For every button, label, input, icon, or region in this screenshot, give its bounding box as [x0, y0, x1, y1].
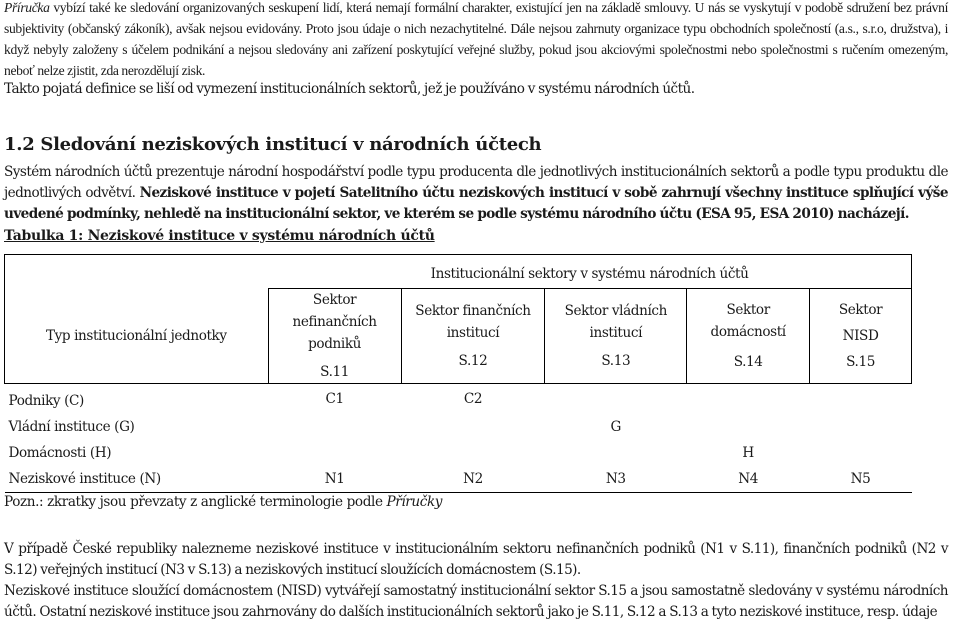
column-header-s11: Sektor nefinančních podniků S.11: [268, 289, 401, 384]
table-cell: [401, 414, 545, 440]
table-cell: C1: [325, 391, 344, 407]
table-cell: [810, 440, 912, 466]
column-header-row: [5, 289, 912, 384]
table-cell: C2: [463, 391, 483, 407]
table-cell: N2: [401, 466, 545, 493]
column-header-s13: Sektor vládních institucí S.13: [545, 289, 687, 384]
column-header-s15: Sektor NISD S.15: [810, 289, 912, 384]
table-row: [5, 384, 912, 415]
column-header-s14: Sektor domácností S.14: [687, 289, 810, 384]
row-label: Neziskové instituce (N): [5, 466, 269, 493]
prirucka-italic: Příručka: [4, 0, 50, 15]
table-cell: H: [742, 445, 754, 461]
table-cell: N4: [687, 466, 810, 493]
table-cell: [401, 440, 545, 466]
table-cell: [687, 414, 810, 440]
group-header-row: [5, 255, 912, 289]
table-cell: [545, 440, 687, 466]
closing-paragraph-2: Neziskové instituce sloužící domácnostem (NISD) vytvářejí samostatný institucionální sektor S.15 a jsou samostatně sledovány v systému národních účtů. Ostatní neziskové instituce jsou zahrnovány do dalších institucionálních sektorů jako je S.11, S.12 a S.13 a tyto neziskové instituce, resp. údaje: [4, 583, 948, 620]
intro-paragraph: [4, 0, 948, 81]
table-row: [5, 440, 912, 466]
column-header-s12: Sektor finančních institucí S.12: [401, 289, 545, 384]
intro-text: vybízí také ke sledování organizovaných seskupení lidí, která nemají formální charakter, existující jen na základě smlouvy. U nás se vyskytují v podobě sdružení bez právní subjektivity (občanský zákoník), avšak nejsou evidovány. Proto jsou údaje o nich nezachytitelné. Dále nejsou zahrnuty organizace typu obchodních společností (a.s., s.r.o, družstva), i když nebyly založeny s účelem podnikání a nejsou sledovány ani zařízení poskytující veřejné služby, pokud jsou akciovými společnostmi nebo společnostmi s ručením omezeným, neboť nelze zjistit, zda nerozdělují zisk.: [4, 0, 948, 78]
section-paragraph: [4, 162, 948, 225]
section-heading: 1.2 Sledování neziskových institucí v národních účtech: [4, 134, 542, 155]
table-cell: [810, 414, 912, 440]
table-cell: N3: [545, 466, 687, 493]
table-note: [4, 494, 442, 510]
sector-table: [4, 254, 912, 493]
table-cell: [268, 414, 401, 440]
table-cell: G: [610, 419, 622, 435]
table-cell: [268, 440, 401, 466]
row-label: Domácnosti (H): [8, 445, 112, 461]
closing-paragraph-1: V případě České republiky nalezneme neziskové instituce v institucionálním sektoru nefinančních podniků (N1 v S.11), finančních podniků (N2 v S.12) veřejných institucí (N3 v S.13) a neziskových institucí sloužících domácnostem (S.15).: [4, 541, 948, 578]
table-caption: Tabulka 1: Neziskové instituce v systému národních účtů: [4, 228, 435, 244]
table-cell: [687, 384, 810, 415]
note-italic: Příručky: [386, 494, 443, 510]
row-label: Vládní instituce (G): [8, 419, 135, 435]
table-cell: N5: [810, 466, 912, 493]
note-text: Pozn.: zkratky jsou převzaty z anglické terminologie podle: [4, 494, 387, 510]
table-row: [5, 466, 912, 493]
table-row: [5, 414, 912, 440]
table-cell: [810, 384, 912, 415]
group-header: Institucionální sektory v systému národních účtů: [268, 255, 911, 289]
section-text-plain: Systém národních účtů prezentuje národní hospodářství podle typu producenta dle jednotlivých institucionálních sektorů a podle typu produktu dle jednotlivých odvětví.: [4, 164, 948, 201]
row-label: Podniky (C): [8, 393, 84, 409]
section-text-bold: Neziskové instituce v pojetí Satelitního účtu neziskových institucí v sobě zahrnují všechny instituce splňující výše uvedené podmínky, nehledě na institucionální sektor, ve kterém se podle systému národního účtu (ESA 95, ESA 2010) nacházejí.: [4, 185, 949, 222]
table-cell: N1: [268, 466, 401, 493]
definition-paragraph: Takto pojatá definice se liší od vymezení institucionálních sektorů, jež je používáno v systému národních účtů.: [4, 81, 695, 97]
table-cell: [545, 384, 687, 415]
row-header: Typ institucionální jednotky: [5, 289, 269, 384]
